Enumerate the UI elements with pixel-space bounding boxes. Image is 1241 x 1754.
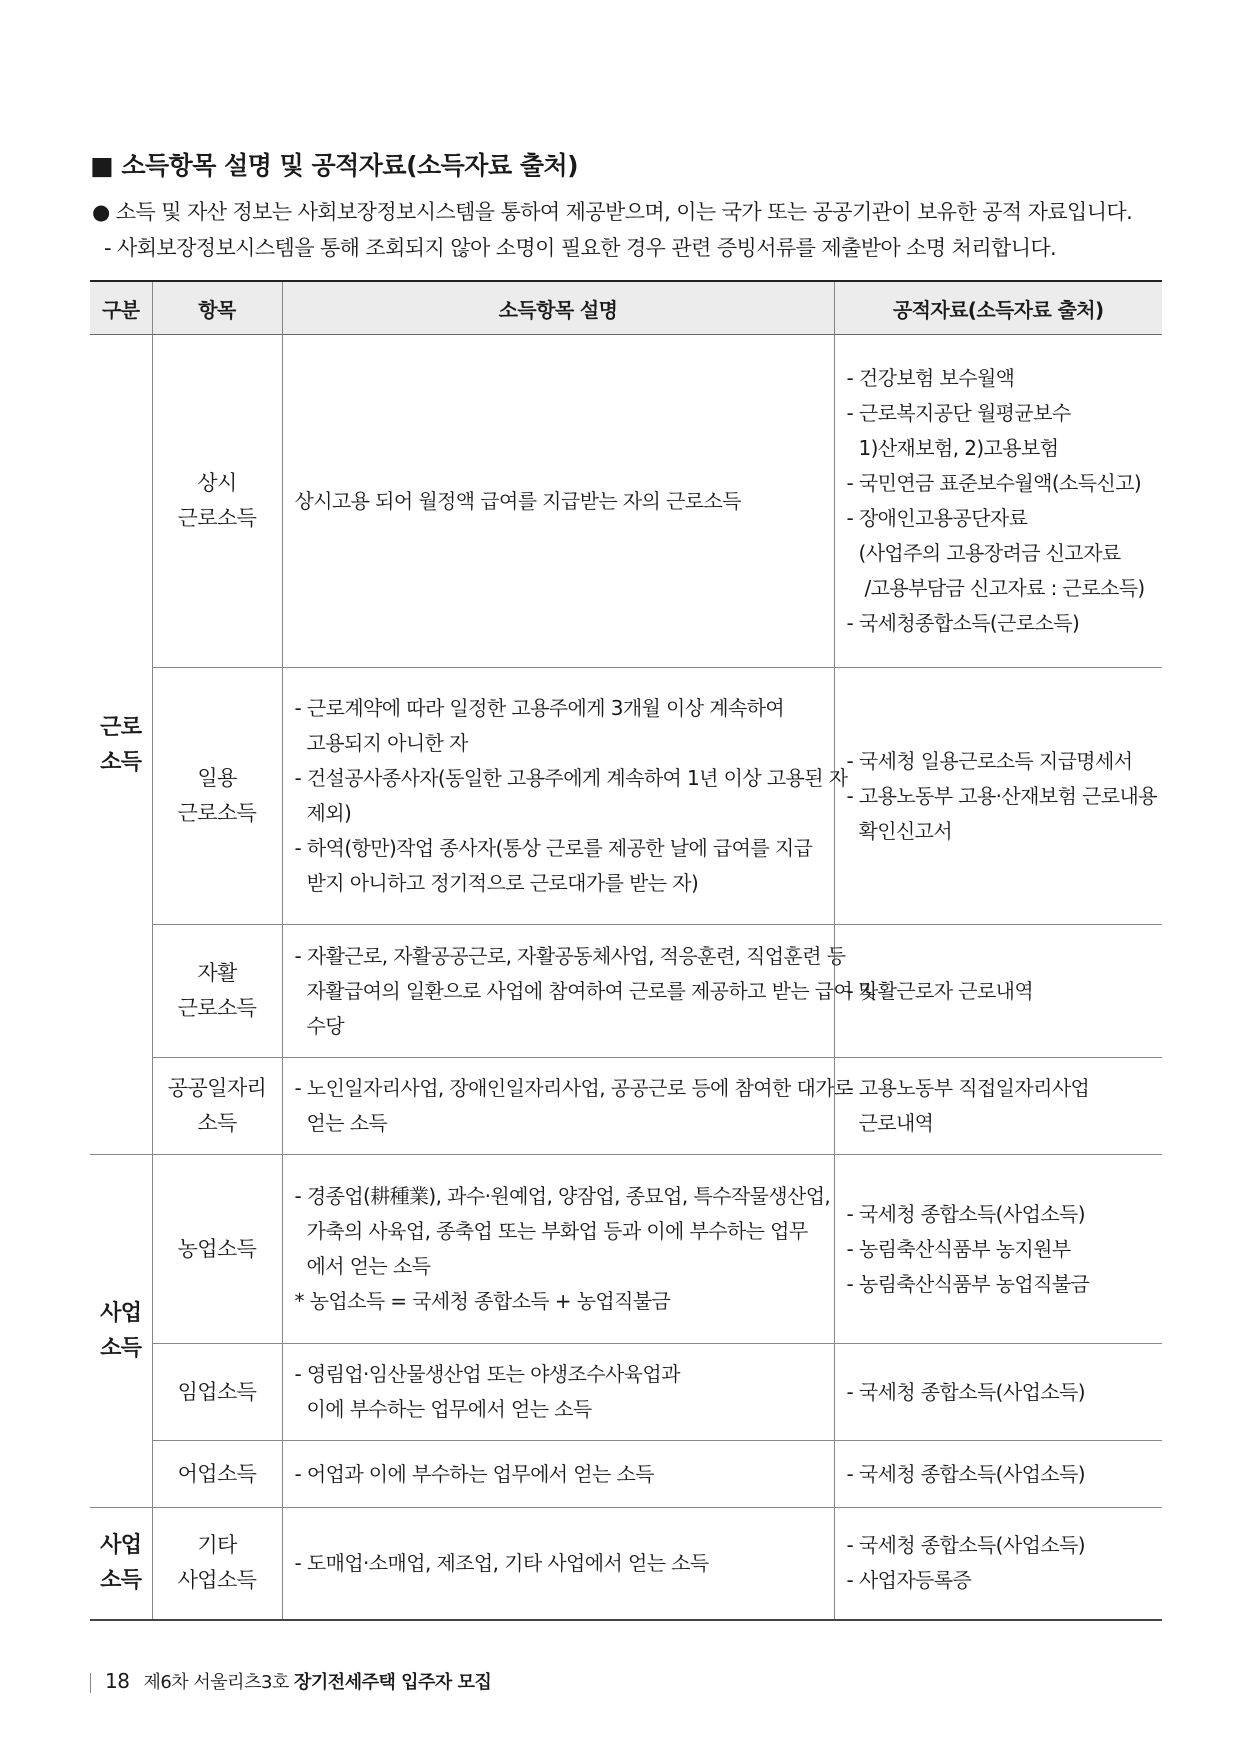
header-item: 항목 bbox=[152, 281, 282, 335]
item-other-business: 기타 사업소득 bbox=[152, 1508, 282, 1620]
item-fishery: 어업소득 bbox=[152, 1441, 282, 1508]
desc-public-job: - 노인일자리사업, 장애인일자리사업, 공공근로 등에 참여한 대가로 얻는 소득 bbox=[282, 1058, 834, 1155]
desc-agriculture: - 경종업(耕種業), 과수·원예업, 양잠업, 종묘업, 특수작물생산업, 가축의 사육업, 종축업 또는 부화업 등과 이에 부수하는 업무 에서 얻는 소득 * 농업소득 = 국세청 종합소득 + 농업직불금 bbox=[282, 1155, 834, 1344]
category-business-income: 사업 소득 bbox=[90, 1155, 152, 1508]
item-regular-earned: 상시 근로소득 bbox=[152, 335, 282, 668]
category-business-income-other: 사업 소득 bbox=[90, 1508, 152, 1620]
category-earned-income: 근로 소득 bbox=[90, 335, 152, 1155]
header-category: 구분 bbox=[90, 281, 152, 335]
table-row bbox=[90, 1344, 1162, 1441]
source-forestry: - 국세청 종합소득(사업소득) bbox=[834, 1344, 1162, 1441]
footer-title: 장기전세주택 입주자 모집 bbox=[294, 1672, 492, 1693]
table-row bbox=[90, 1058, 1162, 1155]
income-table bbox=[90, 280, 1162, 1621]
item-agriculture: 농업소득 bbox=[152, 1155, 282, 1344]
intro-note: - 사회보장정보시스템을 통해 조회되지 않아 소명이 필요한 경우 관련 증빙서류를 제출받아 소명 처리합니다. bbox=[104, 236, 1057, 260]
source-other-business: - 국세청 종합소득(사업소득) - 사업자등록증 bbox=[834, 1508, 1162, 1620]
footer-divider bbox=[90, 1673, 91, 1693]
source-public-job: - 고용노동부 직접일자리사업 근로내역 bbox=[834, 1058, 1162, 1155]
table-row bbox=[90, 335, 1162, 668]
intro-text bbox=[92, 194, 1172, 266]
section-title: ■ 소득항목 설명 및 공적자료(소득자료 출처) bbox=[90, 151, 579, 180]
desc-other-business: - 도매업·소매업, 제조업, 기타 사업에서 얻는 소득 bbox=[282, 1508, 834, 1620]
item-self-support-earned: 자활 근로소득 bbox=[152, 925, 282, 1058]
footer-series: 제6차 서울리츠3호 bbox=[143, 1672, 289, 1693]
table-row bbox=[90, 1441, 1162, 1508]
source-fishery: - 국세청 종합소득(사업소득) bbox=[834, 1441, 1162, 1508]
item-forestry: 임업소득 bbox=[152, 1344, 282, 1441]
item-daily-earned: 일용 근로소득 bbox=[152, 668, 282, 925]
source-agriculture: - 국세청 종합소득(사업소득) - 농림축산식품부 농지원부 - 농림축산식품부 농업직불금 bbox=[834, 1155, 1162, 1344]
table-row bbox=[90, 925, 1162, 1058]
table-row bbox=[90, 1508, 1162, 1620]
page-number: 18 bbox=[105, 1669, 130, 1693]
table-header-row bbox=[90, 281, 1162, 335]
intro-bullet: ● 소득 및 자산 정보는 사회보장정보시스템을 통하여 제공받으며, 이는 국가 또는 공공기관이 보유한 공적 자료입니다. bbox=[92, 200, 1133, 224]
source-regular-earned: - 건강보험 보수월액 - 근로복지공단 월평균보수 1)산재보험, 2)고용보험 - 국민연금 표준보수월액(소득신고) - 장애인고용공단자료 (사업주의 고용장려금 신고자료 /고용부담금 신고자료 : 근로소득) - 국세청종합소득(근로소득) bbox=[834, 335, 1162, 668]
table-row bbox=[90, 1155, 1162, 1344]
desc-fishery: - 어업과 이에 부수하는 업무에서 얻는 소득 bbox=[282, 1441, 834, 1508]
desc-daily-earned: - 근로계약에 따라 일정한 고용주에게 3개월 이상 계속하여 고용되지 아니한 자 - 건설공사종사자(동일한 고용주에게 계속하여 1년 이상 고용된 자 제외) - 하역(항만)작업 종사자(통상 근로를 제공한 날에 급여를 지급 받지 아니하고 정기적으로 근로대가를 받는 자) bbox=[282, 668, 834, 925]
desc-regular-earned: 상시고용 되어 월정액 급여를 지급받는 자의 근로소득 bbox=[282, 335, 834, 668]
desc-self-support-earned: - 자활근로, 자활공공근로, 자활공동체사업, 적응훈련, 직업훈련 등 자활급여의 일환으로 사업에 참여하여 근로를 제공하고 받는 급여 및 수당 bbox=[282, 925, 834, 1058]
table-row bbox=[90, 668, 1162, 925]
header-description: 소득항목 설명 bbox=[282, 281, 834, 335]
source-self-support-earned: - 자활근로자 근로내역 bbox=[834, 925, 1162, 1058]
item-public-job: 공공일자리 소득 bbox=[152, 1058, 282, 1155]
desc-forestry: - 영림업·임산물생산업 또는 야생조수사육업과 이에 부수하는 업무에서 얻는 소득 bbox=[282, 1344, 834, 1441]
source-daily-earned: - 국세청 일용근로소득 지급명세서 - 고용노동부 고용·산재보험 근로내용 확인신고서 bbox=[834, 668, 1162, 925]
page-footer bbox=[90, 1668, 491, 1694]
header-source: 공적자료(소득자료 출처) bbox=[834, 281, 1162, 335]
